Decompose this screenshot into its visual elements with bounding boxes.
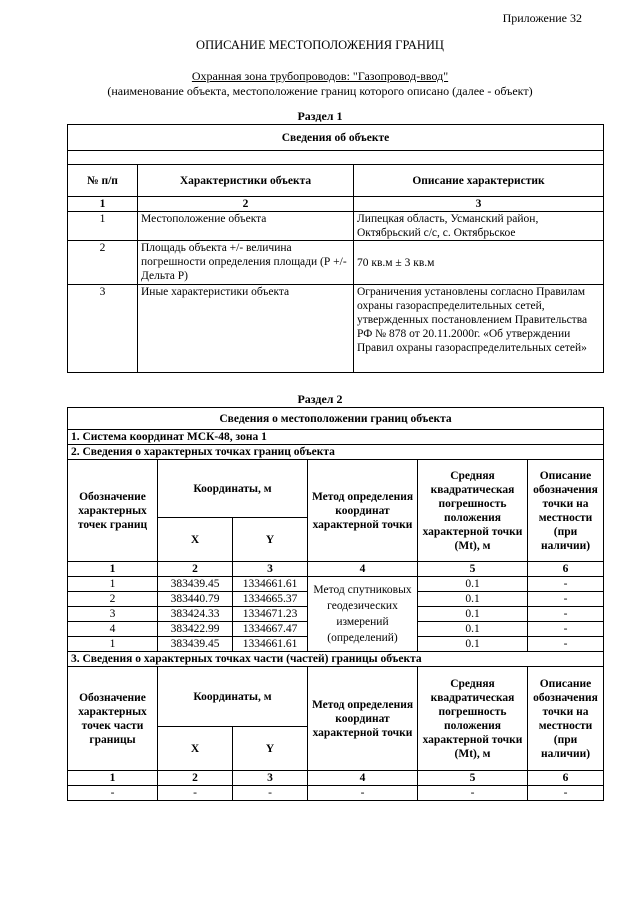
point-y: 1334665.37 <box>233 592 308 607</box>
document-title: ОПИСАНИЕ МЕСТОПОЛОЖЕНИЯ ГРАНИЦ <box>196 38 444 52</box>
section1-label: Раздел 1 <box>297 109 343 123</box>
index-cell: 2 <box>138 197 354 212</box>
error-header: Средняя квадратическая погрешность положения характерной точки (Mt), м <box>418 460 528 562</box>
point-x: 383422.99 <box>158 622 233 637</box>
part-point-header: Обозначение характерных точек части границы <box>68 667 158 771</box>
point-y: 1334661.61 <box>233 637 308 652</box>
index-cell: 1 <box>68 197 138 212</box>
row-desc: Ограничения установлены согласно Правилам охраны газораспределительных сетей, утвержденных постановлением Правительства РФ № 878 от 20.11.2000г. «Об утверждении Правил охраны газораспределительных сетей» <box>354 285 604 373</box>
point-error: 0.1 <box>418 577 528 592</box>
row-desc: Липецкая область, Усманский район, Октябрьский с/с, с. Октябрьское <box>354 212 604 241</box>
index-cell: 5 <box>418 562 528 577</box>
point-number: 1 <box>68 637 158 652</box>
part-cell: - <box>418 786 528 801</box>
row-char: Иные характеристики объекта <box>138 285 354 373</box>
index-cell: 6 <box>528 562 604 577</box>
section1-spacer-row <box>68 151 604 165</box>
point-desc: - <box>528 637 604 652</box>
y-header: Y <box>233 518 308 562</box>
method-header: Метод определения координат характерной точки <box>308 460 418 562</box>
point-y: 1334671.23 <box>233 607 308 622</box>
point-number: 4 <box>68 622 158 637</box>
method-cell: Метод спутниковых геодезических измерений (определений) <box>308 577 418 652</box>
row-desc: 70 кв.м ± 3 кв.м <box>354 241 604 285</box>
row-num: 1 <box>68 212 138 241</box>
point-error: 0.1 <box>418 622 528 637</box>
part-cell: - <box>158 786 233 801</box>
coord-system: 1. Система координат МСК-48, зона 1 <box>68 430 604 445</box>
row-char: Площадь объекта +/- величина погрешности определения площади (Р +/- Дельта Р) <box>138 241 354 285</box>
object-name: Охранная зона трубопроводов: "Газопровод-ввод" <box>191 69 449 83</box>
x-header: X <box>158 727 233 771</box>
object-note: (наименование объекта, местоположение границ которого описано (далее - объект) <box>107 84 533 98</box>
col-char-header: Характеристики объекта <box>138 165 354 197</box>
method-header: Метод определения координат характерной точки <box>308 667 418 771</box>
point-desc: - <box>528 577 604 592</box>
col-num-header: № п/п <box>68 165 138 197</box>
point-x: 383424.33 <box>158 607 233 622</box>
x-header: X <box>158 518 233 562</box>
y-header: Y <box>233 727 308 771</box>
index-cell: 6 <box>528 771 604 786</box>
index-cell: 3 <box>354 197 604 212</box>
part-cell: - <box>68 786 158 801</box>
part-cell: - <box>528 786 604 801</box>
point-error: 0.1 <box>418 592 528 607</box>
point-desc: - <box>528 592 604 607</box>
point-x: 383439.45 <box>158 637 233 652</box>
desc-header: Описание обозначения точки на местности (при наличии) <box>528 460 604 562</box>
row-num: 2 <box>68 241 138 285</box>
desc-header: Описание обозначения точки на местности (при наличии) <box>528 667 604 771</box>
part-cell: - <box>233 786 308 801</box>
index-cell: 4 <box>308 771 418 786</box>
section2-table <box>67 407 604 801</box>
appendix-label: Приложение 32 <box>502 11 582 25</box>
section1-table <box>67 124 604 373</box>
point-x: 383439.45 <box>158 577 233 592</box>
index-cell: 3 <box>233 771 308 786</box>
point-number: 2 <box>68 592 158 607</box>
point-y: 1334667.47 <box>233 622 308 637</box>
coords-header: Координаты, м <box>158 667 308 727</box>
col-desc-header: Описание характеристик <box>354 165 604 197</box>
point-x: 383440.79 <box>158 592 233 607</box>
section2-label: Раздел 2 <box>297 392 343 406</box>
index-cell: 2 <box>158 771 233 786</box>
point-desc: - <box>528 607 604 622</box>
point-number: 3 <box>68 607 158 622</box>
section1-header: Сведения об объекте <box>68 125 604 151</box>
point-header: Обозначение характерных точек границ <box>68 460 158 562</box>
index-cell: 2 <box>158 562 233 577</box>
coords-header: Координаты, м <box>158 460 308 518</box>
points-title: 2. Сведения о характерных точках границ объекта <box>68 445 604 460</box>
section2-header: Сведения о местоположении границ объекта <box>68 408 604 430</box>
index-cell: 1 <box>68 771 158 786</box>
parts-title: 3. Сведения о характерных точках части (частей) границы объекта <box>68 652 604 667</box>
index-cell: 4 <box>308 562 418 577</box>
index-cell: 1 <box>68 562 158 577</box>
index-cell: 5 <box>418 771 528 786</box>
row-char: Местоположение объекта <box>138 212 354 241</box>
index-cell: 3 <box>233 562 308 577</box>
point-number: 1 <box>68 577 158 592</box>
error-header: Средняя квадратическая погрешность положения характерной точки (Mt), м <box>418 667 528 771</box>
point-error: 0.1 <box>418 637 528 652</box>
point-desc: - <box>528 622 604 637</box>
point-error: 0.1 <box>418 607 528 622</box>
row-num: 3 <box>68 285 138 373</box>
point-y: 1334661.61 <box>233 577 308 592</box>
part-cell: - <box>308 786 418 801</box>
